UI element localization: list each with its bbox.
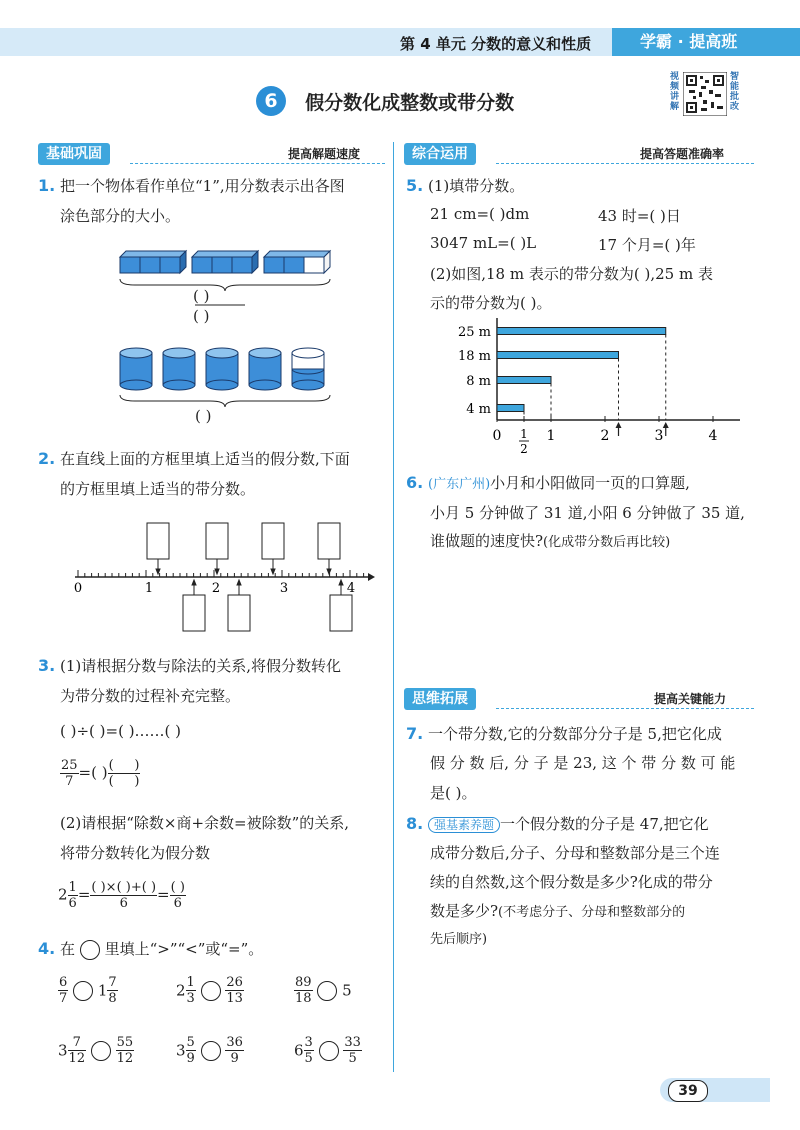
- lesson-number-badge: 6: [256, 86, 286, 116]
- q2-upper-boxes: [147, 523, 340, 559]
- page-number: 39: [668, 1080, 708, 1102]
- q8-t3: 续的自然数,这个假分数是多少?化成的带分: [430, 873, 713, 891]
- cylinder-group: [120, 348, 324, 390]
- comparison-item[interactable]: 3 $\frac{7}{12}$ $\frac{55}{12}$: [58, 1035, 134, 1066]
- answer-circle[interactable]: [317, 981, 337, 1001]
- q2-text1: 在直线上面的方框里填上适当的假分数,下面: [60, 450, 350, 468]
- q8-badge: 强基素养题: [428, 817, 500, 833]
- qr-left-label: 视频讲解: [670, 72, 680, 112]
- q3-eq1[interactable]: ( )÷( )=( )……( ): [60, 722, 182, 740]
- q7-t3[interactable]: 是( )。: [430, 784, 477, 802]
- comparison-item[interactable]: 2 $\frac{1}{3}$ $\frac{26}{13}$: [176, 975, 243, 1006]
- section-basic-subtitle: 提高解题速度: [288, 147, 361, 161]
- q8-number: 8.: [406, 814, 424, 833]
- q8-line1: 8. 强基素养题 一个假分数的分子是 47,把它化: [406, 814, 709, 833]
- bar-label: 4 m: [466, 402, 491, 417]
- q1-blank-den[interactable]: ( ): [193, 307, 210, 325]
- axis-tick-label: 1: [546, 428, 556, 444]
- q3-p2a: (2)请根据“除数×商+余数=被除数”的关系,: [60, 814, 350, 832]
- q1-blank-num[interactable]: ( ): [193, 287, 210, 305]
- q5-p2b[interactable]: 示的带分数为( )。: [430, 294, 552, 312]
- q5-r2b[interactable]: 17 个月=( )年: [598, 236, 696, 254]
- axis-tick-label: 0: [492, 428, 502, 444]
- q2-line1: [38, 448, 350, 469]
- q5-line1: [406, 175, 524, 196]
- q5-r1a[interactable]: 21 cm=( )dm: [430, 205, 530, 223]
- comparison-item[interactable]: 3 $\frac{5}{9}$ $\frac{36}{9}$: [176, 1035, 243, 1066]
- answer-circle[interactable]: [319, 1041, 339, 1061]
- lesson-title: 假分数化成整数或带分数: [305, 91, 515, 114]
- qr-right-label: 智能批改: [730, 72, 740, 112]
- q3-line1: [38, 655, 341, 676]
- section-thinking-rule: [496, 708, 754, 710]
- section-thinking-tag: 思维拓展: [404, 688, 476, 708]
- q2-lower-boxes: [183, 595, 352, 631]
- q5-p2a[interactable]: (2)如图,18 m 表示的带分数为( ),25 m 表: [430, 265, 713, 283]
- q1-figures: [115, 245, 335, 425]
- half-numerator: 1: [520, 427, 528, 441]
- upper-answer-box: [206, 523, 228, 559]
- q1-text2: 涂色部分的大小。: [60, 207, 181, 225]
- q8-t2: 成带分数后,分子、分母和整数部分是三个连: [430, 844, 720, 862]
- page-header: [0, 0, 800, 62]
- answer-circle[interactable]: [91, 1041, 111, 1061]
- unit-title: 第 4 单元 分数的意义和性质: [400, 35, 592, 53]
- q5-bar-chart: [450, 318, 740, 468]
- q6-t3: 谁做题的速度快?(化成带分数后再比较): [430, 532, 671, 550]
- lesson-heading: [256, 86, 514, 116]
- q8-t4: 数是多少?(不考虑分子、分母和整数部分的: [430, 902, 686, 920]
- fraction: $\frac{( )\times( )+( )}{6}$: [91, 880, 157, 911]
- axis-tick-label: 3: [654, 428, 664, 444]
- q3-p2b: 将带分数转化为假分数: [60, 844, 211, 862]
- section-basic-tag: 基础巩固: [38, 143, 110, 163]
- upper-answer-box: [262, 523, 284, 559]
- comparison-item[interactable]: $\frac{89}{18}$ 5: [295, 975, 352, 1006]
- comparison-item[interactable]: 6 $\frac{3}{5}$ $\frac{33}{5}$: [294, 1035, 361, 1066]
- arrow-head: [663, 422, 669, 428]
- bar: [497, 405, 524, 412]
- axis-tick-label: 2: [600, 428, 610, 444]
- fraction: $\frac{25}{7}$: [61, 758, 78, 789]
- fraction: $\frac{( )}{6}$: [170, 880, 185, 911]
- q6-t2: 小月 5 分钟做了 31 道,小阳 6 分钟做了 35 道,: [430, 504, 745, 522]
- q1-text1: 把一个物体看作单位“1”,用分数表示出各图: [60, 177, 345, 195]
- column-divider: [393, 142, 394, 1072]
- lower-answer-box: [183, 595, 205, 631]
- bar-label: 8 m: [466, 374, 491, 389]
- q1-number: 1.: [38, 176, 56, 195]
- q5-r2a[interactable]: 3047 mL=( )L: [430, 234, 537, 252]
- q7-t2: 假 分 数 后, 分 子 是 23, 这 个 带 分 数 可 能: [430, 754, 736, 772]
- q3-number: 3.: [38, 656, 56, 675]
- circle-icon: [80, 940, 100, 960]
- section-basic-rule: [130, 163, 385, 165]
- bar: [497, 352, 619, 359]
- section-thinking-subtitle: 提高关键能力: [654, 692, 727, 706]
- q3-p1b: 为带分数的过程补充完整。: [60, 687, 241, 705]
- q7-number: 7.: [406, 724, 424, 743]
- answer-circle[interactable]: [201, 1041, 221, 1061]
- q6-region-tag: (广东广州): [428, 477, 491, 492]
- arrow-head: [616, 422, 622, 428]
- q3-eq3[interactable]: 2 $\frac{1}{6}$ = $\frac{( )\times( )+( )}{6}$ = $\frac{( )}{6}$: [58, 880, 185, 911]
- section-comprehensive-rule: [496, 163, 754, 165]
- q1-line1: [38, 175, 345, 196]
- q7-line1: 7. 一个带分数,它的分数部分分子是 5,把它化成: [406, 724, 722, 743]
- section-comprehensive-subtitle: 提高答题准确率: [640, 147, 725, 161]
- q3-eq2[interactable]: $\frac{25}{7}$ =( ) $\frac{( )}{( )}$: [61, 758, 140, 789]
- q2-tick-label: 3: [279, 581, 289, 596]
- axis-tick-label: 4: [708, 428, 718, 444]
- bar-label: 25 m: [457, 325, 491, 340]
- qr-code-icon[interactable]: [683, 72, 727, 116]
- brand-label: 学霸 · 提高班: [612, 28, 800, 56]
- answer-circle[interactable]: [201, 981, 221, 1001]
- section-comprehensive-tag: 综合运用: [404, 143, 476, 163]
- q2-number: 2.: [38, 449, 56, 468]
- answer-circle[interactable]: [73, 981, 93, 1001]
- q2-tick-label: 2: [211, 581, 221, 596]
- lower-answer-box: [330, 595, 352, 631]
- fraction: $\frac{( )}{( )}$: [108, 758, 140, 789]
- bar: [497, 377, 551, 384]
- q8-hint2: 先后顺序): [430, 932, 488, 947]
- half-denominator: 2: [520, 442, 528, 456]
- q2-text2: 的方框里填上适当的带分数。: [60, 480, 256, 498]
- fraction: $\frac{1}{6}$: [68, 880, 77, 911]
- q6-number: 6.: [406, 473, 424, 492]
- q4-comparisons: [58, 975, 388, 1075]
- q1-blank-single[interactable]: ( ): [195, 407, 212, 425]
- comparison-item[interactable]: $\frac{6}{7}$ 1 $\frac{7}{8}$: [59, 975, 117, 1006]
- cube-group: [120, 251, 330, 273]
- q5-r1b[interactable]: 43 时=( )日: [598, 207, 681, 225]
- bar: [497, 328, 666, 335]
- q2-tick-label: 4: [346, 581, 356, 596]
- lower-answer-box: [228, 595, 250, 631]
- bar-label: 18 m: [457, 349, 491, 364]
- q5-p1: (1)填带分数。: [428, 177, 525, 195]
- qr-code-block[interactable]: [670, 70, 738, 128]
- upper-answer-box: [147, 523, 169, 559]
- q2-tick-label: 1: [144, 581, 154, 596]
- q5-number: 5.: [406, 176, 424, 195]
- q2-number-line: [70, 515, 375, 640]
- page-number-tab: [660, 1078, 770, 1102]
- q3-p1a: (1)请根据分数与除法的关系,将假分数转化: [60, 657, 342, 675]
- upper-answer-box: [318, 523, 340, 559]
- q4-line1: 4. 在 里填上“>”“<”或“=”。: [38, 939, 264, 958]
- q2-tick-label: 0: [73, 581, 83, 596]
- q4-number: 4.: [38, 939, 56, 958]
- q6-line1: 6. (广东广州)小月和小阳做同一页的口算题,: [406, 473, 690, 492]
